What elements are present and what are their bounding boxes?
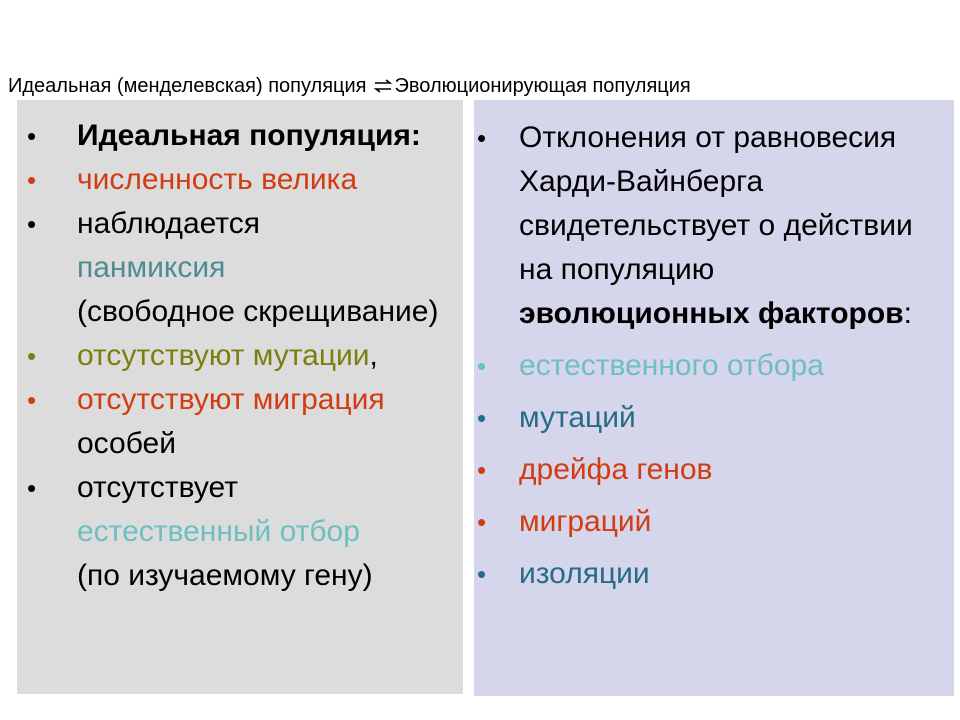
list-item-prefix: отсутствует: [77, 471, 238, 504]
bullet-icon: •: [477, 507, 487, 537]
list-item-intro: [474, 116, 944, 336]
list-item: [17, 378, 453, 466]
bullet-icon: •: [27, 165, 37, 195]
title-left: Идеальная (менделевская) популяция: [8, 75, 367, 97]
list-item: [17, 334, 453, 378]
list-item: [474, 552, 944, 596]
list-item-suffix: (свободное скрещивание): [77, 295, 439, 328]
list-item: [17, 202, 453, 334]
bullet-icon: •: [477, 559, 487, 589]
list-item: [17, 158, 453, 202]
list-item-prefix: наблюдается: [77, 207, 260, 240]
evolutionary-factors-list: [474, 100, 954, 596]
list-item-tail: ,: [369, 339, 378, 372]
slide-title: [8, 74, 948, 99]
list-item-text: численность велика: [77, 163, 358, 196]
bullet-icon: •: [27, 385, 37, 415]
list-item-text: дрейфа генов: [519, 453, 713, 486]
list-item-text: отсутствуют мутации: [77, 339, 370, 372]
list-item-heading: Идеальная популяция:: [77, 119, 421, 152]
list-item: [474, 448, 944, 492]
bullet-icon: •: [27, 209, 37, 239]
bullet-icon: •: [477, 455, 487, 485]
list-item: [17, 114, 453, 158]
list-item-text: естественного отбора: [519, 349, 824, 382]
list-item-text: изоляции: [519, 557, 650, 590]
bullet-icon: •: [477, 403, 487, 433]
list-item-highlight: естественный отбор: [77, 515, 360, 548]
bullet-icon: •: [27, 341, 37, 371]
evolving-population-panel: [474, 100, 954, 696]
bullet-icon: •: [27, 121, 37, 151]
title-right: Эволюционирующая популяция: [394, 75, 691, 97]
intro-tail: :: [903, 297, 912, 330]
reversible-arrows-icon: [373, 75, 393, 99]
list-item-highlight: отсутствуют миграция: [77, 383, 385, 416]
list-item-suffix: особей: [77, 427, 176, 460]
list-item: [474, 396, 944, 440]
bullet-icon: •: [27, 473, 37, 503]
intro-bold: эволюционных факторов: [519, 297, 904, 330]
list-item: [474, 500, 944, 544]
list-item-text: мутаций: [519, 401, 636, 434]
list-item-highlight: панмиксия: [77, 251, 226, 284]
bullet-icon: •: [477, 351, 487, 381]
ideal-population-list: [17, 100, 463, 598]
list-item: [474, 344, 944, 388]
bullet-icon: •: [477, 123, 487, 153]
intro-text: Отклонения от равновесия Харди-Вайнберга свидетельствует о действии на популяцию: [519, 121, 913, 286]
list-item-suffix: (по изучаемому гену): [77, 559, 373, 592]
list-item: [17, 466, 453, 598]
list-item-text: миграций: [519, 505, 652, 538]
ideal-population-panel: [17, 100, 463, 694]
